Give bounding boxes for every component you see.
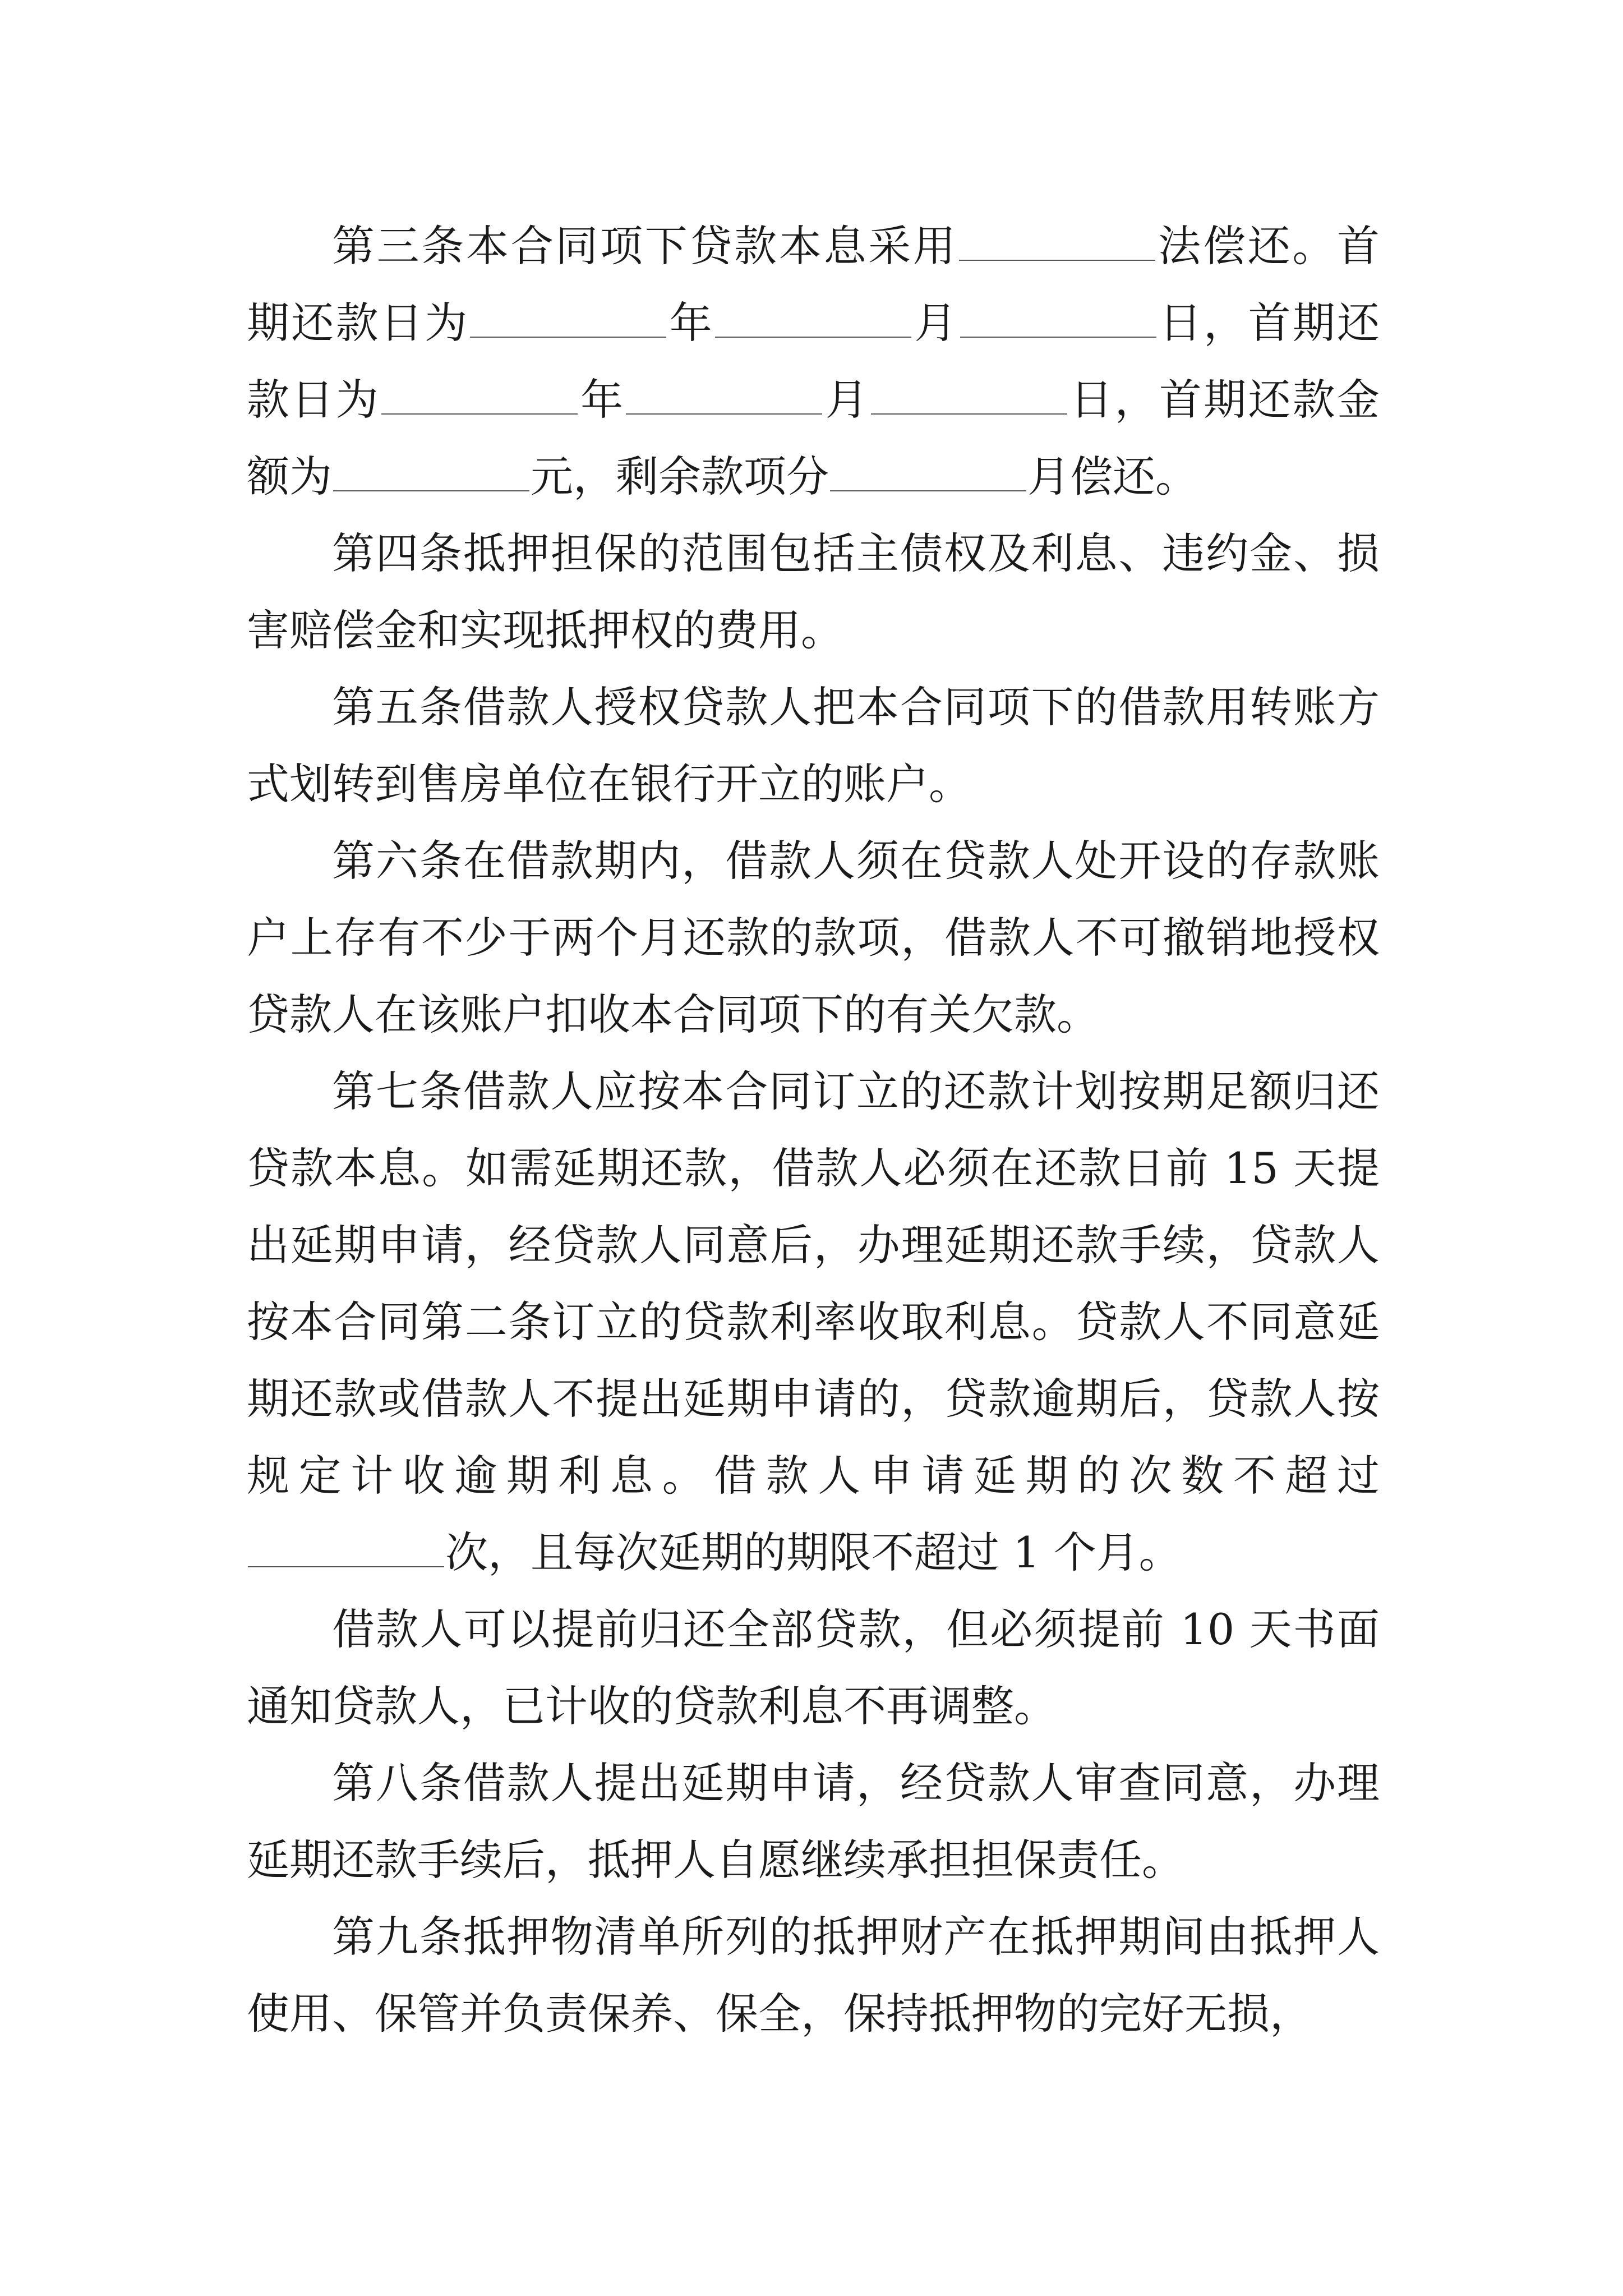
article-7-early-repayment-paragraph: 借款人可以提前归还全部贷款，但必须提前 10 天书面通知贷款人，已计收的贷款利息不再调整。	[247, 1604, 1380, 1731]
article-6-paragraph: 第六条在借款期内，借款人须在贷款人处开设的存款账户上存有不少于两个月还款的款项，借款人不可撤销地授权贷款人在该账户扣收本合同项下的有关欠款。	[247, 836, 1380, 1039]
second-repayment-day-blank[interactable]	[871, 380, 1067, 415]
article-3-paragraph	[247, 208, 1380, 515]
article-3-text-1: 第三条本合同项下贷款本息采用	[332, 221, 958, 271]
article-3-text-7: 月	[823, 375, 870, 425]
remaining-months-blank[interactable]	[830, 457, 1026, 491]
second-repayment-year-blank[interactable]	[381, 380, 578, 415]
first-repayment-month-blank[interactable]	[715, 303, 911, 338]
first-repayment-day-blank[interactable]	[960, 303, 1156, 338]
article-3-text-3: 年	[667, 298, 714, 348]
extension-count-blank[interactable]	[248, 1533, 444, 1567]
article-3-text-4: 月	[912, 298, 959, 348]
article-7-text-2: 次，且每次延期的期限不超过 1 个月。	[445, 1527, 1182, 1577]
article-3-text-10: 月偿还。	[1027, 452, 1198, 501]
article-7-paragraph	[247, 1053, 1380, 1591]
article-9-paragraph: 第九条抵押物清单所列的抵押财产在抵押期间由抵押人使用、保管并负责保养、保全，保持抵押物的完好无损，	[247, 1912, 1380, 2039]
article-5-paragraph: 第五条借款人授权贷款人把本合同项下的借款用转账方式划转到售房单位在银行开立的账户。	[247, 682, 1380, 809]
article-8-paragraph: 第八条借款人提出延期申请，经贷款人审查同意，办理延期还款手续后，抵押人自愿继续承担担保责任。	[247, 1758, 1380, 1885]
article-3-text-2: 法偿还。首期还款日为	[247, 221, 1380, 348]
repayment-method-blank[interactable]	[959, 226, 1155, 261]
article-3-text-6: 年	[578, 375, 625, 425]
first-repayment-amount-blank[interactable]	[333, 457, 529, 491]
second-repayment-month-blank[interactable]	[626, 380, 822, 415]
article-4-paragraph: 第四条抵押担保的范围包括主债权及利息、违约金、损害赔偿金和实现抵押权的费用。	[247, 528, 1380, 655]
article-3-text-8: 日，首期还款金额为	[247, 375, 1380, 501]
first-repayment-year-blank[interactable]	[470, 303, 666, 338]
article-7-text-1: 第七条借款人应按本合同订立的还款计划按期足额归还贷款本息。如需延期还款，借款人必须在还款日前 15 天提出延期申请，经贷款人同意后，办理延期还款手续，贷款人按本合同第二条订立的贷款利率收取利息。贷款人不同意延期还款或借款人不提出延期申请的，贷款逾期后，贷款人按规定计收逾期利息。借款人申请延期的次数不超过	[247, 1066, 1380, 1501]
article-3-text-9: 元，剩余款项分	[531, 452, 829, 501]
document-page	[247, 208, 1380, 2052]
article-3-text-5: 日，首期还款日为	[247, 298, 1380, 425]
